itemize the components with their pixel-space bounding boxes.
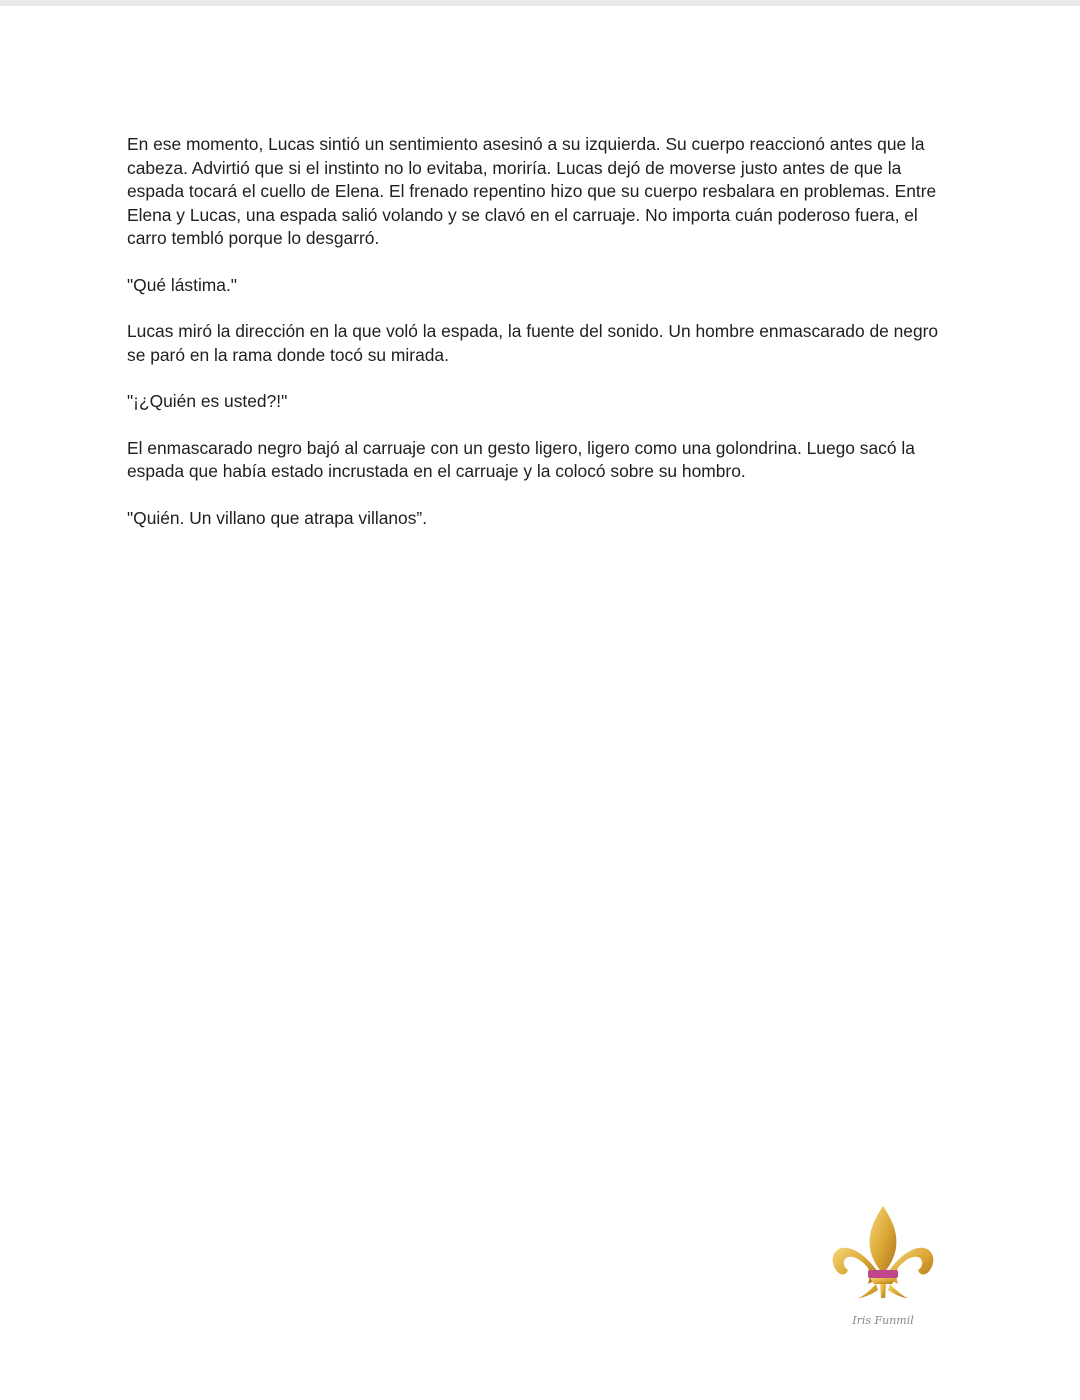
logo-signature: Iris Funmil: [852, 1314, 914, 1327]
watermark-logo: [830, 1202, 936, 1330]
fleur-de-lis-icon: [830, 1202, 936, 1330]
paragraph-1: En ese momento, Lucas sintió un sentimiento asesinó a su izquierda. Su cuerpo reaccionó antes que la cabeza. Advirtió que si el instinto no lo evitaba, moriría. Lucas dejó de moverse justo antes de que la espada tocará el cuello de Elena. El frenado repentino hizo que su cuerpo resbalara en problemas. Entre Elena y Lucas, una espada salió volando y se clavó en el carruaje. No importa cuán poderoso fuera, el carro tembló porque lo desgarró.: [127, 134, 937, 248]
paragraph-6: "Quién. Un villano que atrapa villanos”.: [127, 507, 428, 528]
paragraph-4: "¡¿Quién es usted?!": [127, 391, 288, 411]
top-edge-bar: [0, 0, 1080, 6]
paragraph-3: Lucas miró la dirección en la que voló la espada, la fuente del sonido. Un hombre enmascarado de negro se paró en la rama donde tocó su mirada.: [127, 321, 939, 365]
document-body: [127, 133, 955, 553]
paragraph-2: "Qué lástima.": [127, 274, 237, 295]
paragraph-5: El enmascarado negro bajó al carruaje con un gesto ligero, ligero como una golondrina. Luego sacó la espada que había estado incrustada en el carruaje y la colocó sobre su hombro.: [127, 437, 915, 481]
